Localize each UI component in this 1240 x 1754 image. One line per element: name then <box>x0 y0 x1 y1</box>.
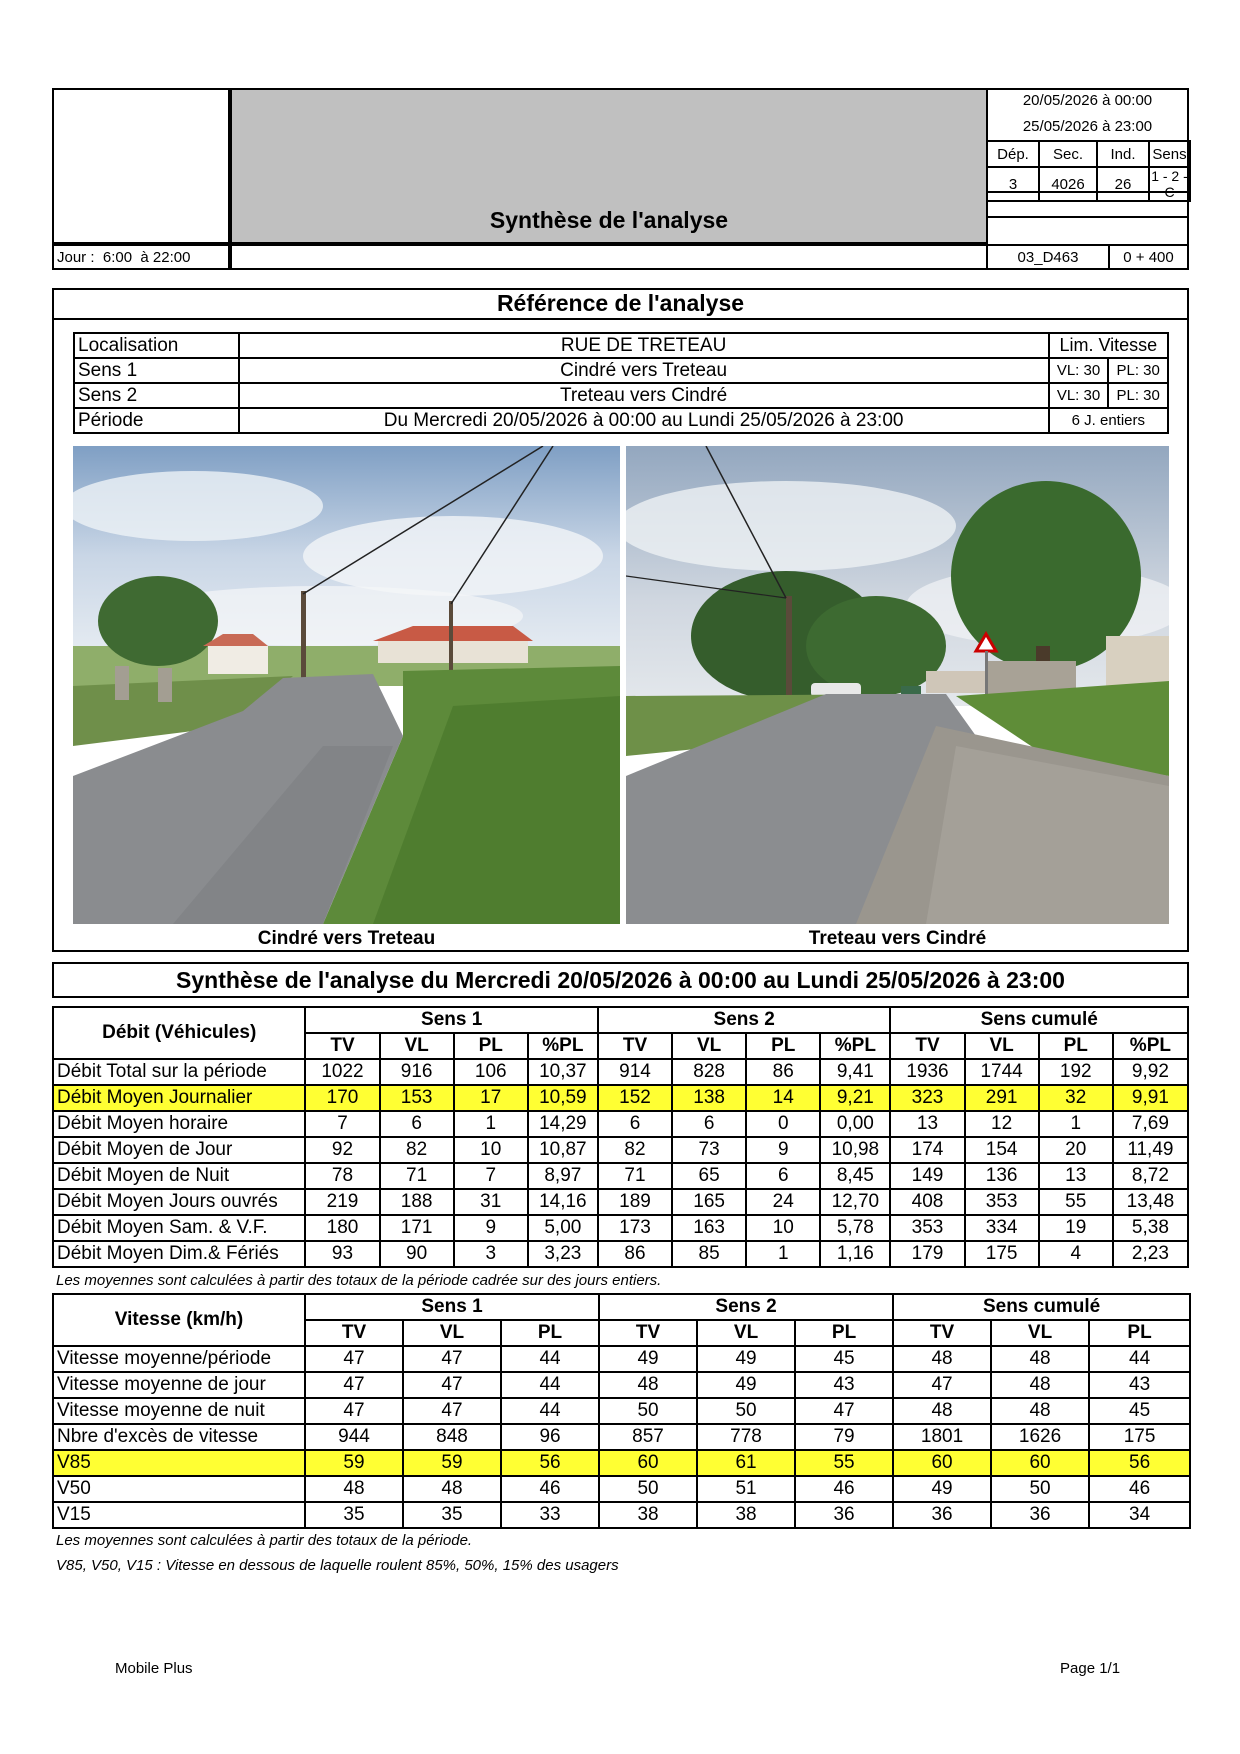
vitesse-row <box>53 1424 1190 1450</box>
ref-lim-header: Lim. Vitesse <box>1049 333 1168 358</box>
debit-row <box>53 1137 1188 1163</box>
value-cell: 46 <box>795 1476 893 1502</box>
value-cell: 138 <box>672 1085 746 1111</box>
debit-table <box>52 1006 1189 1268</box>
row-label: Débit Moyen Sam. & V.F. <box>53 1215 305 1241</box>
value-cell: 6 <box>746 1163 820 1189</box>
value-cell: 3 <box>454 1241 528 1267</box>
value-cell: 47 <box>893 1372 991 1398</box>
value-cell: 47 <box>305 1398 403 1424</box>
value-cell: 5,00 <box>528 1215 598 1241</box>
value-cell: 43 <box>795 1372 893 1398</box>
val-sec: 4026 <box>1039 167 1097 201</box>
value-cell: 60 <box>991 1450 1089 1476</box>
value-cell: 353 <box>890 1215 964 1241</box>
value-cell: 5,78 <box>820 1215 890 1241</box>
value-cell: 10 <box>746 1215 820 1241</box>
value-cell: 179 <box>890 1241 964 1267</box>
val-ind: 26 <box>1097 167 1149 201</box>
group-sens1: Sens 1 <box>305 1294 599 1320</box>
value-cell: 47 <box>305 1346 403 1372</box>
value-cell: 154 <box>965 1137 1039 1163</box>
value-cell: 1 <box>1039 1111 1113 1137</box>
col-tv: TV <box>599 1320 697 1346</box>
value-cell: 9 <box>454 1215 528 1241</box>
val-dep: 3 <box>987 167 1039 201</box>
col-vl: VL <box>965 1033 1039 1059</box>
group-sens1: Sens 1 <box>305 1007 598 1033</box>
value-cell: 12,70 <box>820 1189 890 1215</box>
value-cell: 944 <box>305 1424 403 1450</box>
photo2-caption: Treteau vers Cindré <box>808 928 987 949</box>
col-pl: PL <box>1039 1033 1113 1059</box>
value-cell: 45 <box>1089 1398 1190 1424</box>
value-cell: 48 <box>305 1476 403 1502</box>
value-cell: 1,16 <box>820 1241 890 1267</box>
value-cell: 1 <box>746 1241 820 1267</box>
row-label: Vitesse moyenne de nuit <box>53 1398 305 1424</box>
value-cell: 35 <box>403 1502 501 1528</box>
group-sens2: Sens 2 <box>598 1007 891 1033</box>
col-tv: TV <box>598 1033 672 1059</box>
value-cell: 408 <box>890 1189 964 1215</box>
val-sens: 1 - 2 - C <box>1149 167 1190 201</box>
value-cell: 174 <box>890 1137 964 1163</box>
value-cell: 82 <box>380 1137 454 1163</box>
col-pl: PL <box>1089 1320 1190 1346</box>
value-cell: 8,45 <box>820 1163 890 1189</box>
date-start: 20/05/2026 à 00:00 <box>1022 92 1153 109</box>
value-cell: 45 <box>795 1346 893 1372</box>
col-tv: TV <box>890 1033 964 1059</box>
value-cell: 49 <box>697 1346 795 1372</box>
value-cell: 1 <box>454 1111 528 1137</box>
value-cell: 33 <box>501 1502 599 1528</box>
value-cell: 71 <box>598 1163 672 1189</box>
ref-label: Période <box>74 408 239 433</box>
value-cell: 13 <box>1039 1163 1113 1189</box>
value-cell: 56 <box>501 1450 599 1476</box>
ref-row <box>74 358 1168 383</box>
route-code: 03_D463 <box>986 244 1110 270</box>
value-cell: 93 <box>305 1241 379 1267</box>
col-tv: TV <box>893 1320 991 1346</box>
col-vl: VL <box>380 1033 454 1059</box>
vitesse-row <box>53 1450 1190 1476</box>
row-label: Débit Moyen de Nuit <box>53 1163 305 1189</box>
value-cell: 2,23 <box>1113 1241 1188 1267</box>
value-cell: 9,91 <box>1113 1085 1188 1111</box>
jour-a: à <box>140 248 149 266</box>
pr-code: 0 + 400 <box>1108 244 1189 270</box>
value-cell: 51 <box>697 1476 795 1502</box>
value-cell: 7 <box>305 1111 379 1137</box>
row-label: V15 <box>53 1502 305 1528</box>
debit-row <box>53 1189 1188 1215</box>
debit-row <box>53 1215 1188 1241</box>
row-label: Débit Moyen Jours ouvrés <box>53 1189 305 1215</box>
value-cell: 47 <box>795 1398 893 1424</box>
value-cell: 38 <box>599 1502 697 1528</box>
value-cell: 50 <box>599 1398 697 1424</box>
row-label: V50 <box>53 1476 305 1502</box>
value-cell: 90 <box>380 1241 454 1267</box>
value-cell: 10,37 <box>528 1059 598 1085</box>
value-cell: 60 <box>599 1450 697 1476</box>
value-cell: 38 <box>697 1502 795 1528</box>
jour-to: 22:00 <box>152 248 191 266</box>
value-cell: 86 <box>598 1241 672 1267</box>
value-cell: 47 <box>305 1372 403 1398</box>
value-cell: 32 <box>1039 1085 1113 1111</box>
value-cell: 6 <box>672 1111 746 1137</box>
value-cell: 46 <box>1089 1476 1190 1502</box>
value-cell: 49 <box>697 1372 795 1398</box>
debit-row <box>53 1085 1188 1111</box>
value-cell: 13 <box>890 1111 964 1137</box>
value-cell: 192 <box>1039 1059 1113 1085</box>
vitesse-table <box>52 1293 1191 1529</box>
reference-table <box>73 332 1169 434</box>
value-cell: 44 <box>501 1372 599 1398</box>
value-cell: 86 <box>746 1059 820 1085</box>
value-cell: 44 <box>501 1398 599 1424</box>
vitesse-row <box>53 1476 1190 1502</box>
value-cell: 50 <box>991 1476 1089 1502</box>
value-cell: 165 <box>672 1189 746 1215</box>
value-cell: 48 <box>991 1398 1089 1424</box>
col-pl: PL <box>795 1320 893 1346</box>
logo-area <box>52 88 230 244</box>
ref-vl: VL: 30 <box>1049 358 1109 383</box>
vitesse-row <box>53 1502 1190 1528</box>
value-cell: 1744 <box>965 1059 1039 1085</box>
ref-pl: PL: 30 <box>1108 358 1168 383</box>
value-cell: 55 <box>1039 1189 1113 1215</box>
row-label: Vitesse moyenne/période <box>53 1346 305 1372</box>
photo-treteau-vers-cindre <box>626 446 1169 924</box>
ref-value: Treteau vers Cindré <box>239 383 1049 408</box>
value-cell: 152 <box>598 1085 672 1111</box>
col-vl: VL <box>697 1320 795 1346</box>
value-cell: 9,92 <box>1113 1059 1188 1085</box>
value-cell: 6 <box>380 1111 454 1137</box>
value-cell: 36 <box>893 1502 991 1528</box>
value-cell: 73 <box>672 1137 746 1163</box>
header-divider <box>986 191 1189 193</box>
jour-from: 6:00 <box>102 248 133 266</box>
col-tv: TV <box>305 1033 379 1059</box>
value-cell: 44 <box>501 1346 599 1372</box>
ref-row <box>74 333 1168 358</box>
value-cell: 149 <box>890 1163 964 1189</box>
report-header <box>52 88 1189 270</box>
value-cell: 219 <box>305 1189 379 1215</box>
header-title-area <box>230 88 988 244</box>
value-cell: 46 <box>501 1476 599 1502</box>
value-cell: 48 <box>893 1398 991 1424</box>
value-cell: 189 <box>598 1189 672 1215</box>
col-pl: PL <box>746 1033 820 1059</box>
photo1-caption: Cindré vers Treteau <box>257 928 436 949</box>
row-label: Débit Total sur la période <box>53 1059 305 1085</box>
footer-page-number: Page 1/1 <box>1060 1660 1121 1677</box>
value-cell: 175 <box>965 1241 1039 1267</box>
ref-value: Du Mercredi 20/05/2026 à 00:00 au Lundi 25/05/2026 à 23:00 <box>239 408 1049 433</box>
vitesse-header: Vitesse (km/h) <box>53 1294 305 1346</box>
value-cell: 778 <box>697 1424 795 1450</box>
value-cell: 353 <box>965 1189 1039 1215</box>
value-cell: 857 <box>599 1424 697 1450</box>
ref-row <box>74 383 1168 408</box>
value-cell: 14 <box>746 1085 820 1111</box>
value-cell: 323 <box>890 1085 964 1111</box>
value-cell: 36 <box>991 1502 1089 1528</box>
value-cell: 9,21 <box>820 1085 890 1111</box>
date-end: 25/05/2026 à 23:00 <box>1022 118 1153 135</box>
value-cell: 36 <box>795 1502 893 1528</box>
synthese-title: Synthèse de l'analyse du Mercredi 20/05/2026 à 00:00 au Lundi 25/05/2026 à 23:00 <box>52 962 1189 998</box>
value-cell: 6 <box>598 1111 672 1137</box>
value-cell: 20 <box>1039 1137 1113 1163</box>
value-cell: 48 <box>991 1372 1089 1398</box>
col-pl: PL <box>454 1033 528 1059</box>
value-cell: 1022 <box>305 1059 379 1085</box>
row-label: V85 <box>53 1450 305 1476</box>
col-ind: Ind. <box>1097 141 1149 167</box>
value-cell: 1936 <box>890 1059 964 1085</box>
value-cell: 10,87 <box>528 1137 598 1163</box>
debit-row <box>53 1241 1188 1267</box>
value-cell: 47 <box>403 1346 501 1372</box>
value-cell: 55 <box>795 1450 893 1476</box>
jour-cell <box>52 244 230 270</box>
vitesse-note-2: V85, V50, V15 : Vitesse en dessous de laquelle roulent 85%, 50%, 15% des usagers <box>56 1557 619 1574</box>
col-dep: Dép. <box>987 141 1039 167</box>
jour-blank <box>230 244 988 270</box>
page-title: Synthèse de l'analyse <box>489 207 729 233</box>
value-cell: 96 <box>501 1424 599 1450</box>
value-cell: 78 <box>305 1163 379 1189</box>
value-cell: 44 <box>1089 1346 1190 1372</box>
value-cell: 12 <box>965 1111 1039 1137</box>
jour-label: Jour : <box>57 248 95 266</box>
col-vl: VL <box>403 1320 501 1346</box>
value-cell: 848 <box>403 1424 501 1450</box>
ref-label: Sens 2 <box>74 383 239 408</box>
value-cell: 173 <box>598 1215 672 1241</box>
col-vl: VL <box>991 1320 1089 1346</box>
value-cell: 136 <box>965 1163 1039 1189</box>
value-cell: 82 <box>598 1137 672 1163</box>
row-label: Nbre d'excès de vitesse <box>53 1424 305 1450</box>
value-cell: 106 <box>454 1059 528 1085</box>
debit-row <box>53 1111 1188 1137</box>
value-cell: 10 <box>454 1137 528 1163</box>
value-cell: 14,29 <box>528 1111 598 1137</box>
value-cell: 291 <box>965 1085 1039 1111</box>
row-label: Débit Moyen horaire <box>53 1111 305 1137</box>
value-cell: 0 <box>746 1111 820 1137</box>
header-info <box>986 88 1189 244</box>
col-pct-pl: %PL <box>1113 1033 1188 1059</box>
reference-title: Référence de l'analyse <box>52 288 1189 320</box>
debit-header: Débit (Véhicules) <box>53 1007 305 1059</box>
value-cell: 14,16 <box>528 1189 598 1215</box>
value-cell: 79 <box>795 1424 893 1450</box>
value-cell: 85 <box>672 1241 746 1267</box>
value-cell: 50 <box>599 1476 697 1502</box>
value-cell: 59 <box>403 1450 501 1476</box>
value-cell: 48 <box>991 1346 1089 1372</box>
col-sec: Sec. <box>1039 141 1097 167</box>
value-cell: 4 <box>1039 1241 1113 1267</box>
ref-value: RUE DE TRETEAU <box>239 333 1049 358</box>
ref-label: Sens 1 <box>74 358 239 383</box>
row-label: Débit Moyen Dim.& Fériés <box>53 1241 305 1267</box>
value-cell: 60 <box>893 1450 991 1476</box>
value-cell: 180 <box>305 1215 379 1241</box>
ref-vl: VL: 30 <box>1049 383 1109 408</box>
value-cell: 47 <box>403 1372 501 1398</box>
ref-days: 6 J. entiers <box>1049 408 1168 433</box>
photo-cindre-vers-treteau <box>73 446 620 924</box>
value-cell: 9 <box>746 1137 820 1163</box>
row-label: Débit Moyen de Jour <box>53 1137 305 1163</box>
value-cell: 17 <box>454 1085 528 1111</box>
value-cell: 56 <box>1089 1450 1190 1476</box>
col-pl: PL <box>501 1320 599 1346</box>
value-cell: 916 <box>380 1059 454 1085</box>
col-pct-pl: %PL <box>528 1033 598 1059</box>
vitesse-row <box>53 1346 1190 1372</box>
value-cell: 9,41 <box>820 1059 890 1085</box>
value-cell: 7 <box>454 1163 528 1189</box>
vitesse-note-1: Les moyennes sont calculées à partir des totaux de la période. <box>56 1532 473 1549</box>
value-cell: 31 <box>454 1189 528 1215</box>
value-cell: 61 <box>697 1450 795 1476</box>
value-cell: 10,98 <box>820 1137 890 1163</box>
value-cell: 334 <box>965 1215 1039 1241</box>
ref-pl: PL: 30 <box>1108 383 1168 408</box>
value-cell: 48 <box>403 1476 501 1502</box>
value-cell: 170 <box>305 1085 379 1111</box>
value-cell: 0,00 <box>820 1111 890 1137</box>
group-sens-cumule: Sens cumulé <box>893 1294 1190 1320</box>
value-cell: 43 <box>1089 1372 1190 1398</box>
value-cell: 7,69 <box>1113 1111 1188 1137</box>
debit-row <box>53 1059 1188 1085</box>
value-cell: 48 <box>893 1346 991 1372</box>
value-cell: 171 <box>380 1215 454 1241</box>
col-tv: TV <box>305 1320 403 1346</box>
footer-software: Mobile Plus <box>115 1660 193 1677</box>
value-cell: 1801 <box>893 1424 991 1450</box>
debit-row <box>53 1163 1188 1189</box>
value-cell: 71 <box>380 1163 454 1189</box>
debit-note: Les moyennes sont calculées à partir des totaux de la période cadrée sur des jours entiers. <box>56 1272 662 1289</box>
ref-row <box>74 408 1168 433</box>
value-cell: 34 <box>1089 1502 1190 1528</box>
value-cell: 35 <box>305 1502 403 1528</box>
value-cell: 8,72 <box>1113 1163 1188 1189</box>
col-sens: Sens <box>1149 141 1190 167</box>
col-vl: VL <box>672 1033 746 1059</box>
value-cell: 153 <box>380 1085 454 1111</box>
col-pct-pl: %PL <box>820 1033 890 1059</box>
row-label: Vitesse moyenne de jour <box>53 1372 305 1398</box>
vitesse-row <box>53 1398 1190 1424</box>
value-cell: 50 <box>697 1398 795 1424</box>
value-cell: 914 <box>598 1059 672 1085</box>
value-cell: 175 <box>1089 1424 1190 1450</box>
value-cell: 163 <box>672 1215 746 1241</box>
value-cell: 19 <box>1039 1215 1113 1241</box>
value-cell: 92 <box>305 1137 379 1163</box>
value-cell: 47 <box>403 1398 501 1424</box>
value-cell: 59 <box>305 1450 403 1476</box>
value-cell: 8,97 <box>528 1163 598 1189</box>
value-cell: 65 <box>672 1163 746 1189</box>
value-cell: 5,38 <box>1113 1215 1188 1241</box>
group-sens-cumule: Sens cumulé <box>890 1007 1188 1033</box>
group-sens2: Sens 2 <box>599 1294 893 1320</box>
value-cell: 3,23 <box>528 1241 598 1267</box>
vitesse-row <box>53 1372 1190 1398</box>
value-cell: 188 <box>380 1189 454 1215</box>
value-cell: 828 <box>672 1059 746 1085</box>
value-cell: 11,49 <box>1113 1137 1188 1163</box>
value-cell: 49 <box>893 1476 991 1502</box>
value-cell: 24 <box>746 1189 820 1215</box>
ref-label: Localisation <box>74 333 239 358</box>
value-cell: 1626 <box>991 1424 1089 1450</box>
value-cell: 48 <box>599 1372 697 1398</box>
value-cell: 13,48 <box>1113 1189 1188 1215</box>
value-cell: 10,59 <box>528 1085 598 1111</box>
ref-value: Cindré vers Treteau <box>239 358 1049 383</box>
value-cell: 49 <box>599 1346 697 1372</box>
row-label: Débit Moyen Journalier <box>53 1085 305 1111</box>
header-divider <box>986 216 1189 218</box>
